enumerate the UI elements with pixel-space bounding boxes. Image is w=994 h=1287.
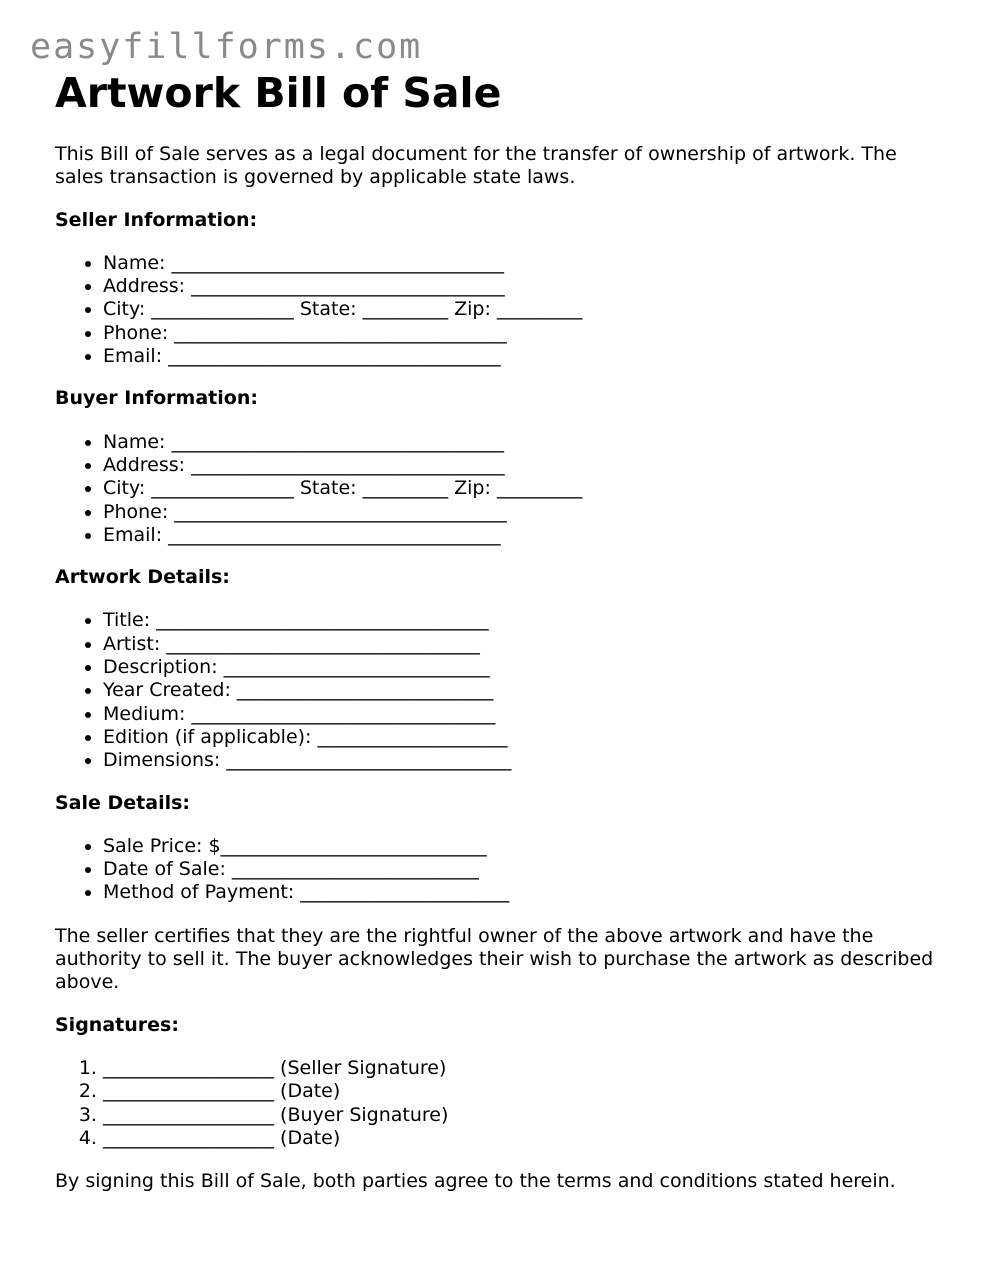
buyer-address-field[interactable]: • Address: _________________________________: [103, 454, 935, 477]
seller-list: [55, 252, 935, 368]
buyer-signature-field[interactable]: 3. __________________ (Buyer Signature): [103, 1104, 935, 1127]
signatures-list: [55, 1057, 935, 1150]
artwork-year-field[interactable]: • Year Created: ___________________________: [103, 679, 935, 702]
buyer-name-field[interactable]: • Name: ___________________________________: [103, 431, 935, 454]
sale-payment-method-field[interactable]: • Method of Payment: ______________________: [103, 881, 935, 904]
document-body: [55, 143, 935, 1193]
artwork-medium-field[interactable]: • Medium: ________________________________: [103, 703, 935, 726]
artwork-title-field[interactable]: • Title: ___________________________________: [103, 609, 935, 632]
artwork-dimensions-field[interactable]: • Dimensions: ______________________________: [103, 749, 935, 772]
buyer-email-field[interactable]: • Email: ___________________________________: [103, 524, 935, 547]
sale-heading: Sale Details:: [55, 791, 191, 814]
artwork-edition-field[interactable]: • Edition (if applicable): ____________________: [103, 726, 935, 749]
seller-email-field[interactable]: • Email: ___________________________________: [103, 345, 935, 368]
seller-signature-field[interactable]: 1. __________________ (Seller Signature): [103, 1057, 935, 1080]
signatures-heading: Signatures:: [55, 1013, 179, 1036]
buyer-list: [55, 431, 935, 547]
seller-name-field[interactable]: • Name: ___________________________________: [103, 252, 935, 275]
seller-city-state-zip-field[interactable]: • City: _______________ State: _________ Zip: _________: [103, 298, 935, 321]
seller-address-field[interactable]: • Address: _________________________________: [103, 275, 935, 298]
sale-list: [55, 835, 935, 905]
intro-paragraph: This Bill of Sale serves as a legal document for the transfer of ownership of artwork. The sales transaction is governed by applicable state laws.: [55, 143, 897, 189]
buyer-city-state-zip-field[interactable]: • City: _______________ State: _________ Zip: _________: [103, 477, 935, 500]
seller-heading: Seller Information:: [55, 208, 258, 231]
artwork-list: [55, 609, 935, 772]
sale-date-field[interactable]: • Date of Sale: __________________________: [103, 858, 935, 881]
closing-paragraph: By signing this Bill of Sale, both parties agree to the terms and conditions stated herein.: [55, 1170, 896, 1193]
artwork-artist-field[interactable]: • Artist: _________________________________: [103, 633, 935, 656]
buyer-date-field[interactable]: 4. __________________ (Date): [103, 1127, 935, 1150]
seller-phone-field[interactable]: • Phone: ___________________________________: [103, 322, 935, 345]
artwork-heading: Artwork Details:: [55, 566, 230, 589]
watermark: easyfillforms.com: [30, 27, 423, 67]
certification-paragraph: The seller certifies that they are the rightful owner of the above artwork and have the authority to sell it. The buyer acknowledges their wish to purchase the artwork as described above.: [55, 924, 934, 994]
page-title: Artwork Bill of Sale: [55, 69, 502, 117]
buyer-heading: Buyer Information:: [55, 387, 258, 410]
sale-price-field[interactable]: • Sale Price: $____________________________: [103, 835, 935, 858]
buyer-phone-field[interactable]: • Phone: ___________________________________: [103, 501, 935, 524]
artwork-description-field[interactable]: • Description: ____________________________: [103, 656, 935, 679]
seller-date-field[interactable]: 2. __________________ (Date): [103, 1080, 935, 1103]
